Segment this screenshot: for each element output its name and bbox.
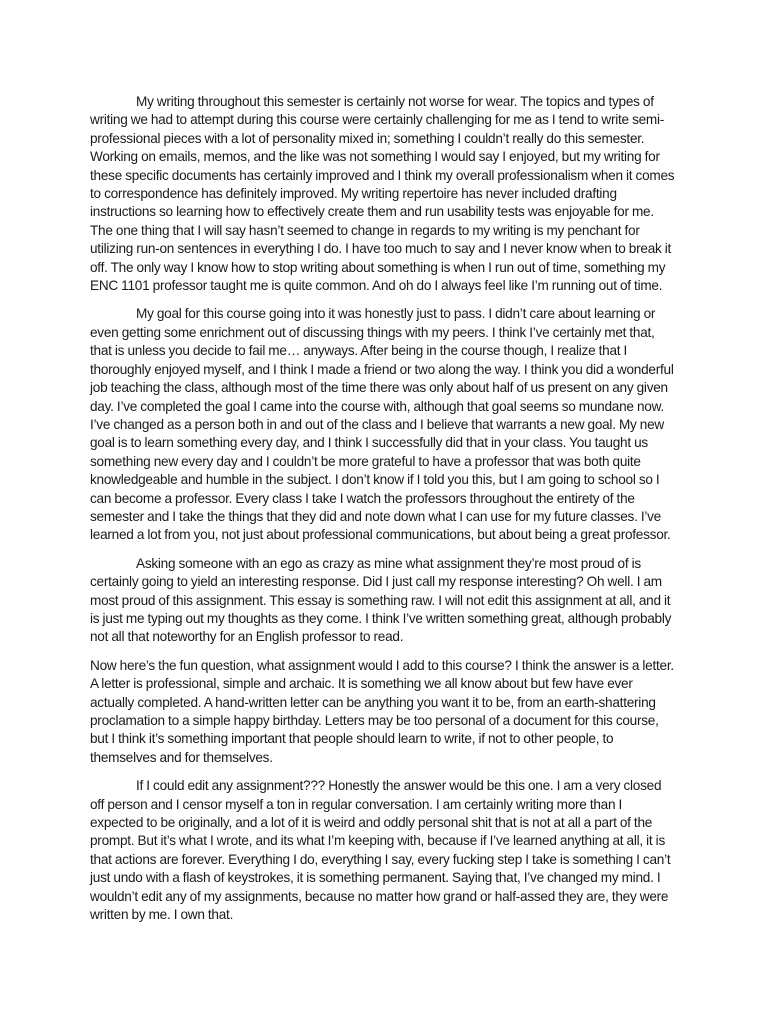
paragraph-added-assignment: Now here’s the fun question, what assignment would I add to this course? I think the answer is a letter. A letter is professional, simple and archaic. It is something we all know about but few have ever actually completed. A hand-written letter can be anything you want it to be, from an earth-shattering proclamation to a simple happy birthday. Letters may be too personal of a document for this course, but I think it’s something important that people should learn to write, if not to other people, to themselves and for themselves. <box>90 657 674 765</box>
paragraph-proudest-assignment: Asking someone with an ego as crazy as mine what assignment they’re most proud of is certainly going to yield an interesting response. Did I just call my response interesting? Oh well. I am most proud of this assignment. This essay is something raw. I will not edit this assignment at all, and it is just me typing out my thoughts as they come. I think I’ve written something great, although probably not all that noteworthy for an English professor to read. <box>90 555 672 645</box>
paragraph-writing-reflection: My writing throughout this semester is certainly not worse for wear. The topics and types of writing we had to attempt during this course were certainly challenging for me as I tend to write semi-professional pieces with a lot of personality mixed in; something I couldn’t really do this semester. Working on emails, memos, and the like was not something I would say I enjoyed, but my writing for these specific documents has certainly improved and I think my overall professionalism when it comes to correspondence has definitely improved. My writing repertoire has never included drafting instructions so learning how to effectively create them and run usability tests was enjoyable for me. The one thing that I will say hasn’t seemed to change in regards to my writing is my penchant for utilizing run-on sentences in everything I do. I have too much to say and I never know when to break it off. The only way I know how to stop writing about something is when I run out of time, something my ENC 1101 professor taught me is quite common. And oh do I always feel like I’m running out of time. <box>90 94 675 294</box>
essay-body <box>90 93 676 934</box>
paragraph-edit-assignment: If I could edit any assignment??? Honestly the answer would be this one. I am a very closed off person and I censor myself a ton in regular conversation. I am certainly writing more than I expected to be originally, and a lot of it is weird and oddly personal shit that is not at all a part of the prompt. But it’s what I wrote, and its what I’m keeping with, because if I’ve learned anything at all, it is that actions are forever. Everything I do, everything I say, every fucking step I take is something I can’t just undo with a flash of keystrokes, it is something permanent. Saying that, I’ve changed my mind. I wouldn’t edit any of my assignments, because no matter how grand or half-assed they are, they were written by me. I own that. <box>90 778 671 923</box>
paragraph-course-goal: My goal for this course going into it was honestly just to pass. I didn’t care about learning or even getting some enrichment out of discussing things with my peers. I think I’ve certainly met that, that is unless you decide to fail me… anyways. After being in the course though, I realize that I thoroughly enjoyed myself, and I think I made a friend or two along the way. I think you did a wonderful job teaching the class, although most of the time there was only about half of us present on any given day. I’ve completed the goal I came into the course with, although that goal seems so mundane now. I’ve changed as a person both in and out of the class and I believe that warrants a new goal. My new goal is to learn something every day, and I think I successfully did that in your class. You taught us something new every day and I couldn’t be more grateful to have a professor that was both quite knowledgeable and humble in the subject. I don’t know if I told you this, but I am going to school so I can become a professor. Every class I take I watch the professors throughout the entirety of the semester and I take the things that they did and note down what I can use for my future classes. I’ve learned a lot from you, not just about professional communications, but about being a great professor. <box>90 306 674 543</box>
